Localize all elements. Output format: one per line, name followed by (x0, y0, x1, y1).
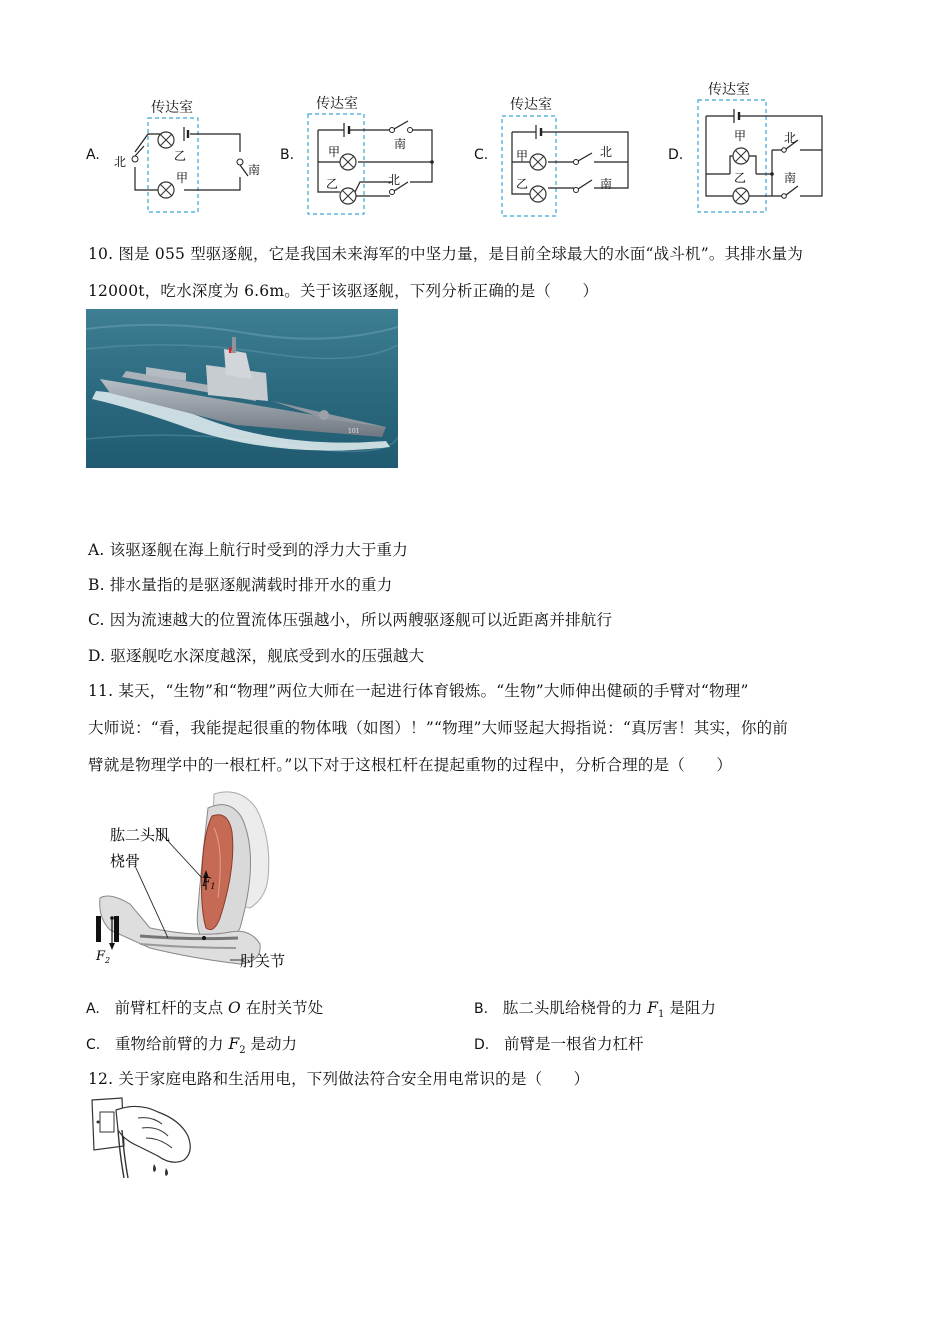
question-11-option-a: A. 前臂杠杆的支点 O 在肘关节处 (86, 999, 324, 1017)
question-10-line-2: 12000t，吃水深度为 6.6m。关于该驱逐舰，下列分析正确的是（ ） (88, 282, 599, 300)
question-10-option-b: B. 排水量指的是驱逐舰满载时排开水的重力 (88, 576, 393, 594)
room-label: 传达室 (151, 100, 193, 116)
lamp-label: 乙 (516, 177, 529, 191)
lamp-label: 甲 (516, 149, 529, 163)
lamp-label: 乙 (174, 149, 187, 163)
lamp-icon (340, 154, 356, 170)
lamp-label: 乙 (326, 177, 339, 191)
label-radius: 桡骨 (110, 852, 141, 870)
lamp-label: 甲 (734, 129, 747, 143)
hull-number: 101 (348, 428, 360, 435)
label-elbow: 肘关节 (240, 952, 286, 970)
question-11-line-1: 11. 某天，“生物”和“物理”两位大师在一起进行体育锻炼。“生物”大师伸出健硕的手臂对“物理” (88, 682, 749, 700)
circuit-diagram-d (690, 96, 830, 216)
lamp-icon (158, 182, 174, 198)
lamp-label: 乙 (734, 171, 747, 185)
label-f1: $F_1$ (202, 875, 216, 891)
room-label: 传达室 (316, 96, 358, 112)
lamp-label: 甲 (176, 171, 189, 185)
option-label: A. (86, 147, 100, 163)
switch-label: 北 (784, 131, 797, 145)
option-label: C. (474, 147, 489, 163)
label-f2: $F_2$ (96, 949, 111, 965)
room-label: 传达室 (708, 82, 750, 98)
question-10-option-c: C. 因为流速越大的位置流体压强越小，所以两艘驱逐舰可以近距离并排航行 (88, 611, 613, 629)
lamp-icon (530, 186, 546, 202)
switch-label: 南 (394, 137, 407, 151)
lamp-icon (733, 188, 749, 204)
lamp-icon (158, 132, 174, 148)
lamp-icon (530, 154, 546, 170)
circuit-diagram-a (100, 112, 280, 222)
arm-lever-figure (90, 788, 320, 978)
switch-label: 南 (784, 171, 797, 185)
room-label: 传达室 (510, 97, 552, 113)
label-biceps: 肱二头肌 (110, 826, 171, 844)
switch-label: 北 (600, 145, 613, 159)
question-10-option-a: A. 该驱逐舰在海上航行时受到的浮力大于重力 (88, 541, 408, 559)
switch-label: 北 (388, 173, 401, 187)
question-11-option-d: D. 前臂是一根省力杠杆 (474, 1035, 644, 1053)
circuit-diagram-c (494, 110, 639, 220)
option-label: D. (668, 147, 684, 163)
option-label: B. (280, 147, 295, 163)
switch-label: 南 (600, 177, 613, 191)
switch-label: 北 (114, 155, 127, 169)
plug-hand-figure (88, 1096, 200, 1182)
lamp-icon (733, 148, 749, 164)
switch-label: 南 (248, 163, 261, 177)
destroyer-photo (86, 309, 398, 468)
lamp-icon (340, 188, 356, 204)
lamp-label: 甲 (328, 145, 341, 159)
question-11-line-2: 大师说：“看，我能提起很重的物体哦（如图）！”“物理”大师竖起大拇指说：“真厉害！其实，你的前 (88, 719, 789, 737)
question-11-line-3: 臂就是物理学中的一根杠杆。”以下对于这根杠杆在提起重物的过程中，分析合理的是（ ） (88, 756, 733, 774)
circuit-diagram-b (300, 108, 445, 218)
question-11-option-b: B. 肱二头肌给桡骨的力 $F_1$ 是阻力 (474, 999, 716, 1021)
question-12-line-1: 12. 关于家庭电路和生活用电，下列做法符合安全用电常识的是（ ） (88, 1070, 590, 1088)
question-10-line-1: 10. 图是 055 型驱逐舰，它是我国未来海军的中坚力量，是目前全球最大的水面“战斗机”。其排水量为 (88, 245, 804, 263)
question-11-option-c: C. 重物给前臂的力 $F_2$ 是动力 (86, 1035, 298, 1057)
question-10-option-d: D. 驱逐舰吃水深度越深，舰底受到水的压强越大 (88, 647, 425, 665)
